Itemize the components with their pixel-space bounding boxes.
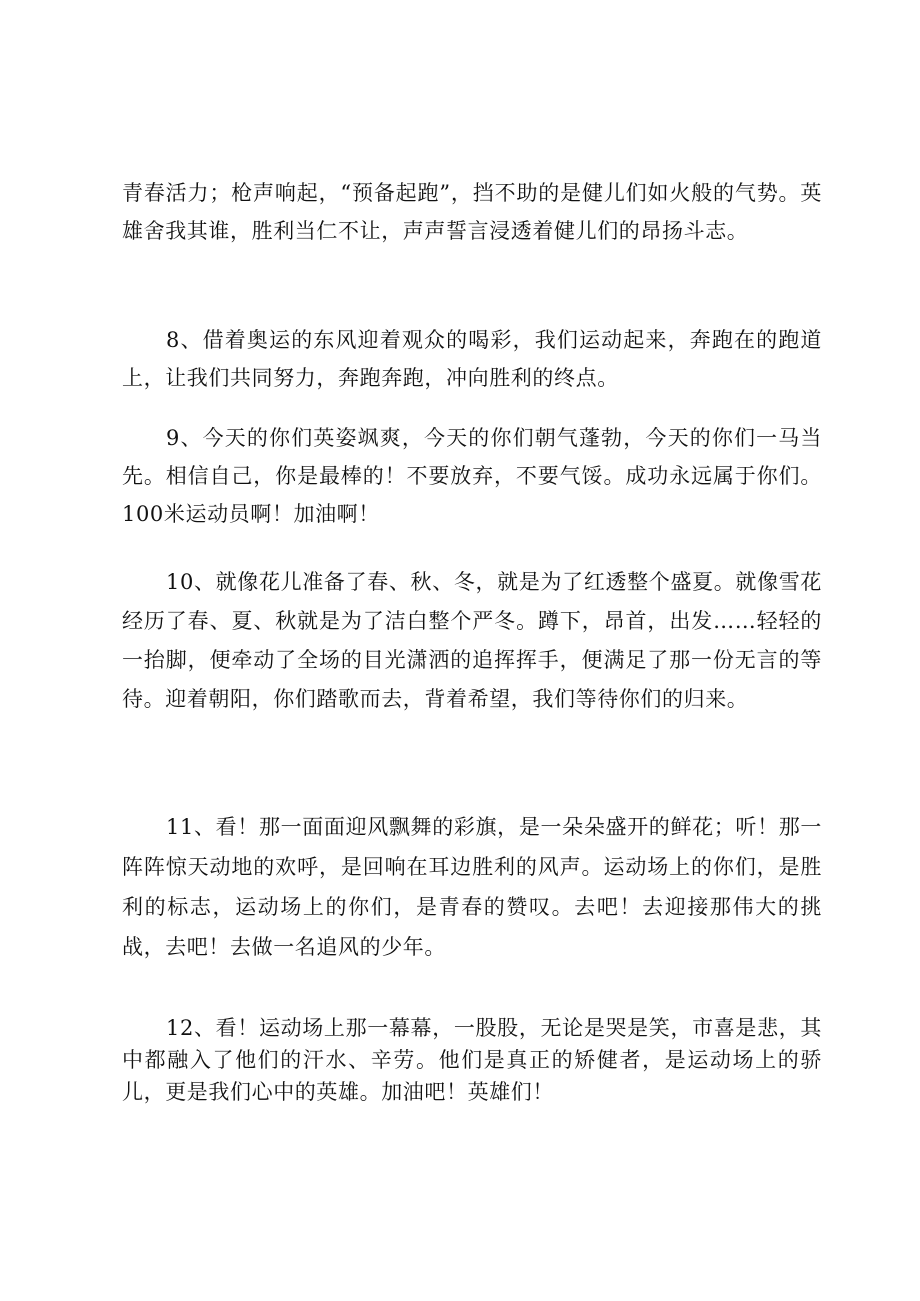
paragraph-item-12: 12、看！运动场上那一幕幕，一股股，无论是哭是笑，市喜是悲，其中都融入了他们的汗水、辛劳。他们是真正的矫健者，是运动场上的骄儿，更是我们心中的英雄。加油吧！英雄们！ — [122, 1016, 822, 1104]
paragraph-item-9: 9、今天的你们英姿飒爽，今天的你们朝气蓬勃，今天的你们一马当先。相信自己，你是最棒的！不要放弃，不要气馁。成功永远属于你们。100米运动员啊！加油啊！ — [122, 426, 822, 526]
paragraph-item-10: 10、就像花儿准备了春、秋、冬，就是为了红透整个盛夏。就像雪花经历了春、夏、秋就是为了洁白整个严冬。蹲下，昂首，出发……轻轻的一抬脚，便牵动了全场的目光潇洒的追挥挥手，便满足了那一份无言的等待。迎着朝阳，你们踏歌而去，背着希望，我们等待你们的归来。 — [122, 570, 822, 711]
paragraph-item-11: 11、看！那一面面迎风飘舞的彩旗，是一朵朵盛开的鲜花；听！那一阵阵惊天动地的欢呼，是回响在耳边胜利的风声。运动场上的你们，是胜利的标志，运动场上的你们，是青春的赞叹。去吧！去迎接那伟大的挑战，去吧！去做一名追风的少年。 — [122, 815, 822, 959]
paragraph-continuation: 青春活力；枪声响起，“预备起跑”，挡不助的是健儿们如火般的气势。英雄舍我其谁，胜利当仁不让，声声誓言浸透着健儿们的昂扬斗志。 — [122, 181, 822, 243]
paragraph-item-8: 8、借着奥运的东风迎着观众的喝彩，我们运动起来，奔跑在的跑道上，让我们共同努力，奔跑奔跑，冲向胜利的终点。 — [122, 328, 822, 390]
